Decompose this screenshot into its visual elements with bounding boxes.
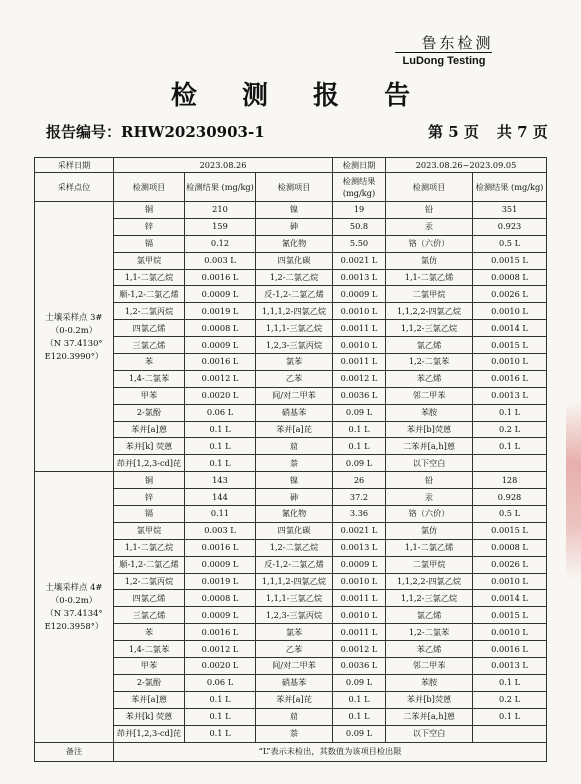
sampling-site-line: 土壤采样点 4#	[45, 581, 103, 592]
header-result-3: 检测结果 (mg/kg)	[473, 173, 547, 202]
sampling-site-line: 土壤采样点 3#	[45, 311, 103, 322]
result-cell: 159	[185, 218, 256, 235]
result-cell: 0.0008 L	[185, 590, 256, 607]
item-cell: 间/对二甲苯	[256, 387, 333, 404]
result-cell: 0.923	[473, 218, 547, 235]
item-cell: 1,1,2,2-四氯乙烷	[386, 573, 473, 590]
item-cell: 苯并[a]芘	[256, 421, 333, 438]
item-cell: 苯并[a]芘	[256, 691, 333, 708]
item-cell: 1,2-二氯苯	[386, 624, 473, 641]
result-cell: 0.0011 L	[333, 354, 386, 371]
header-item-3: 检测项目	[386, 173, 473, 202]
item-cell: 三氯乙烯	[114, 607, 185, 624]
header-item-1: 检测项目	[114, 173, 185, 202]
sampling-site-line: （N 37.4134°	[45, 607, 103, 618]
sampling-site-line: E120.3990°）	[44, 350, 104, 361]
header-item-2: 检测项目	[256, 173, 333, 202]
item-cell: 硝基苯	[256, 404, 333, 421]
item-cell: 邻二甲苯	[386, 387, 473, 404]
item-cell: 1,2-二氯乙烷	[256, 269, 333, 286]
result-cell: 0.0015 L	[473, 607, 547, 624]
item-cell: 锌	[114, 489, 185, 506]
result-cell: 0.0021 L	[333, 522, 386, 539]
page-total: 共 7 页	[496, 123, 548, 141]
result-cell: 0.1 L	[473, 404, 547, 421]
result-cell: 0.0013 L	[333, 539, 386, 556]
item-cell: 汞	[386, 218, 473, 235]
remark-label: 备注	[35, 742, 114, 761]
item-cell: 镉	[114, 506, 185, 523]
result-cell: 0.0009 L	[185, 337, 256, 354]
result-cell: 0.09 L	[333, 674, 386, 691]
item-cell: 1,1-二氯乙烷	[114, 269, 185, 286]
result-cell: 0.1 L	[185, 691, 256, 708]
result-cell: 0.1 L	[473, 708, 547, 725]
result-cell: 0.0012 L	[185, 641, 256, 658]
result-cell: 0.0036 L	[333, 387, 386, 404]
report-number	[46, 121, 265, 142]
item-cell: 苯并[a]蒽	[114, 691, 185, 708]
item-cell: 铜	[114, 472, 185, 489]
result-cell: 0.0009 L	[333, 286, 386, 303]
item-cell: 䓛	[256, 438, 333, 455]
item-cell: 汞	[386, 489, 473, 506]
item-cell: 镍	[256, 472, 333, 489]
result-cell: 0.0011 L	[333, 590, 386, 607]
item-cell: 1,1,2-三氯乙烷	[386, 320, 473, 337]
item-cell: 镍	[256, 202, 333, 219]
table-row	[35, 472, 547, 489]
brand-name-cn: 鲁东检测	[421, 34, 494, 52]
item-cell: 苯	[114, 354, 185, 371]
result-cell: 0.0016 L	[473, 370, 547, 387]
item-cell: 萘	[256, 725, 333, 742]
result-cell: 0.06 L	[185, 674, 256, 691]
result-cell: 0.0013 L	[473, 658, 547, 675]
item-cell: 苯乙烯	[386, 370, 473, 387]
item-cell: 乙苯	[256, 370, 333, 387]
result-cell: 0.0009 L	[185, 607, 256, 624]
item-cell: 顺-1,2-二氯乙烯	[114, 286, 185, 303]
testing-date-value: 2023.08.26~2023.09.05	[386, 158, 547, 173]
result-cell: 0.0011 L	[333, 320, 386, 337]
result-cell: 0.0016 L	[185, 269, 256, 286]
result-cell: 0.0036 L	[333, 658, 386, 675]
result-cell: 0.11	[185, 506, 256, 523]
header-result-2: 检测结果 (mg/kg)	[333, 173, 386, 202]
result-cell: 3.36	[333, 506, 386, 523]
result-cell: 0.0019 L	[185, 573, 256, 590]
brand-name-en: LuDong Testing	[402, 55, 486, 67]
result-cell: 0.0009 L	[185, 286, 256, 303]
sampling-site-line: （N 37.4130°	[45, 337, 103, 348]
item-cell: 1,2-二氯苯	[386, 354, 473, 371]
sampling-site-line: （0-0.2m）	[50, 594, 98, 605]
result-cell: 0.0015 L	[473, 337, 547, 354]
item-cell: 苯并[k] 荧蒽	[114, 438, 185, 455]
result-cell: 0.0010 L	[473, 624, 547, 641]
result-cell: 0.09 L	[333, 725, 386, 742]
item-cell: 1,2-二氯丙烷	[114, 573, 185, 590]
result-cell: 0.0010 L	[333, 573, 386, 590]
result-cell: 0.1 L	[333, 708, 386, 725]
result-cell: 0.1 L	[185, 455, 256, 472]
item-cell: 二苯并[a,h]蒽	[386, 438, 473, 455]
item-cell: 反-1,2-二氯乙烯	[256, 286, 333, 303]
table-row	[35, 202, 547, 219]
item-cell: 苯胺	[386, 674, 473, 691]
item-cell: 氯乙烯	[386, 607, 473, 624]
result-cell: 351	[473, 202, 547, 219]
result-cell: 0.0008 L	[473, 269, 547, 286]
item-cell: 氯乙烯	[386, 337, 473, 354]
result-cell: 26	[333, 472, 386, 489]
item-cell: 二氯甲烷	[386, 556, 473, 573]
result-cell: 0.928	[473, 489, 547, 506]
result-cell: 0.1 L	[333, 421, 386, 438]
document-title: 检 测 报 告	[170, 81, 429, 111]
result-cell	[473, 725, 547, 742]
item-cell: 氯仿	[386, 522, 473, 539]
result-cell: 0.1 L	[185, 708, 256, 725]
result-cell: 0.5 L	[473, 235, 547, 252]
result-cell: 144	[185, 489, 256, 506]
item-cell: 二氯甲烷	[386, 286, 473, 303]
item-cell: 反-1,2-二氯乙烯	[256, 556, 333, 573]
result-cell: 0.0016 L	[185, 624, 256, 641]
result-cell: 19	[333, 202, 386, 219]
item-cell: 砷	[256, 489, 333, 506]
item-cell: 四氯乙烯	[114, 590, 185, 607]
sampling-site-line: （0-0.2m）	[50, 324, 98, 335]
result-cell: 0.1 L	[185, 421, 256, 438]
result-cell: 0.0015 L	[473, 522, 547, 539]
item-cell: 铜	[114, 202, 185, 219]
result-cell	[473, 455, 547, 472]
item-cell: 铬（六价）	[386, 506, 473, 523]
item-cell: 1,4-二氯苯	[114, 641, 185, 658]
remark-text: “L”表示未检出，其数值为该项目检出限	[114, 742, 547, 761]
result-cell: 0.0020 L	[185, 387, 256, 404]
result-cell: 0.12	[185, 235, 256, 252]
result-cell: 0.5 L	[473, 506, 547, 523]
result-cell: 0.0019 L	[185, 303, 256, 320]
page-indicator	[428, 121, 548, 142]
result-cell: 0.0013 L	[473, 387, 547, 404]
result-cell: 0.0026 L	[473, 286, 547, 303]
report-number-label: 报告编号：	[46, 123, 122, 141]
result-cell: 0.0012 L	[185, 370, 256, 387]
item-cell: 氯苯	[256, 354, 333, 371]
item-cell: 1,1-二氯乙烯	[386, 539, 473, 556]
report-number-value: RHW20230903-1	[121, 123, 265, 141]
header-site: 采样点位	[35, 173, 114, 202]
sampling-site-line: E120.3958°）	[44, 620, 104, 631]
result-cell: 0.1 L	[473, 438, 547, 455]
result-cell: 0.09 L	[333, 455, 386, 472]
item-cell: 1,1,1-三氯乙烷	[256, 590, 333, 607]
result-cell: 50.8	[333, 218, 386, 235]
item-cell: 1,1-二氯乙烯	[386, 269, 473, 286]
item-cell: 砷	[256, 218, 333, 235]
result-cell: 128	[473, 472, 547, 489]
item-cell: 氯苯	[256, 624, 333, 641]
result-cell: 0.0010 L	[333, 303, 386, 320]
item-cell: 苯胺	[386, 404, 473, 421]
result-cell: 0.0010 L	[473, 303, 547, 320]
item-cell: 1,1-二氯乙烷	[114, 539, 185, 556]
result-cell: 0.0012 L	[333, 370, 386, 387]
result-cell: 0.0008 L	[185, 320, 256, 337]
item-cell: 1,2,3-三氯丙烷	[256, 337, 333, 354]
item-cell: 1,1,1,2-四氯乙烷	[256, 303, 333, 320]
sampling-date-label: 采样日期	[35, 158, 114, 173]
item-cell: 苯并[k] 荧蒽	[114, 708, 185, 725]
result-cell: 0.1 L	[333, 438, 386, 455]
result-cell: 0.0009 L	[185, 556, 256, 573]
date-row	[35, 158, 547, 173]
result-cell: 0.1 L	[185, 725, 256, 742]
item-cell: 顺-1,2-二氯乙烯	[114, 556, 185, 573]
item-cell: 甲苯	[114, 658, 185, 675]
item-cell: 1,4-二氯苯	[114, 370, 185, 387]
result-cell: 0.09 L	[333, 404, 386, 421]
result-cell: 0.0016 L	[185, 354, 256, 371]
item-cell: 甲苯	[114, 387, 185, 404]
result-cell: 5.50	[333, 235, 386, 252]
item-cell: 苯并[b]荧蒽	[386, 421, 473, 438]
sampling-site-cell	[35, 202, 114, 472]
result-cell: 0.2 L	[473, 691, 547, 708]
result-cell: 0.0010 L	[333, 337, 386, 354]
item-cell: 苯并[b]荧蒽	[386, 691, 473, 708]
item-cell: 铅	[386, 202, 473, 219]
item-cell: 四氯乙烯	[114, 320, 185, 337]
result-cell: 0.0014 L	[473, 320, 547, 337]
result-cell: 0.0008 L	[473, 539, 547, 556]
item-cell: 1,1,2-三氯乙烷	[386, 590, 473, 607]
result-cell: 0.1 L	[473, 674, 547, 691]
item-cell: 2-氯酚	[114, 674, 185, 691]
item-cell: 1,2-二氯乙烷	[256, 539, 333, 556]
item-cell: 萘	[256, 455, 333, 472]
item-cell: 茚并[1,2,3-cd]芘	[114, 455, 185, 472]
result-cell: 0.0010 L	[473, 573, 547, 590]
item-cell: 氯甲烷	[114, 252, 185, 269]
item-cell: 苯乙烯	[386, 641, 473, 658]
item-cell: 苯	[114, 624, 185, 641]
result-cell: 0.0014 L	[473, 590, 547, 607]
header-result-1: 检测结果 (mg/kg)	[185, 173, 256, 202]
item-cell: 邻二甲苯	[386, 658, 473, 675]
remark-row	[35, 742, 547, 761]
result-cell: 37.2	[333, 489, 386, 506]
result-cell: 0.0021 L	[333, 252, 386, 269]
item-cell: 䓛	[256, 708, 333, 725]
result-cell: 0.003 L	[185, 522, 256, 539]
result-cell: 0.06 L	[185, 404, 256, 421]
item-cell: 茚并[1,2,3-cd]芘	[114, 725, 185, 742]
item-cell: 间/对二甲苯	[256, 658, 333, 675]
result-cell: 0.0015 L	[473, 252, 547, 269]
brand-divider	[395, 52, 492, 53]
result-cell: 143	[185, 472, 256, 489]
item-cell: 锌	[114, 218, 185, 235]
result-cell: 0.0016 L	[473, 641, 547, 658]
result-cell: 0.003 L	[185, 252, 256, 269]
item-cell: 乙苯	[256, 641, 333, 658]
item-cell: 氰化物	[256, 506, 333, 523]
item-cell: 硝基苯	[256, 674, 333, 691]
item-cell: 1,2-二氯丙烷	[114, 303, 185, 320]
item-cell: 氯仿	[386, 252, 473, 269]
result-cell: 0.0016 L	[185, 539, 256, 556]
sampling-site-cell	[35, 472, 114, 742]
item-cell: 1,1,1,2-四氯乙烷	[256, 573, 333, 590]
item-cell: 苯并[a]蒽	[114, 421, 185, 438]
item-cell: 二苯并[a,h]蒽	[386, 708, 473, 725]
item-cell: 1,1,2,2-四氯乙烷	[386, 303, 473, 320]
item-cell: 四氯化碳	[256, 252, 333, 269]
result-cell: 0.2 L	[473, 421, 547, 438]
result-cell: 0.0011 L	[333, 624, 386, 641]
testing-date-label: 检测日期	[333, 158, 386, 173]
result-cell: 0.0010 L	[473, 354, 547, 371]
result-cell: 0.0010 L	[333, 607, 386, 624]
item-cell: 以下空白	[386, 725, 473, 742]
seal-stamp-fragment	[566, 400, 581, 580]
result-cell: 0.0020 L	[185, 658, 256, 675]
result-cell: 0.1 L	[333, 691, 386, 708]
result-cell: 0.1 L	[185, 438, 256, 455]
item-cell: 铬（六价）	[386, 235, 473, 252]
item-cell: 1,1,1-三氯乙烷	[256, 320, 333, 337]
item-cell: 氯甲烷	[114, 522, 185, 539]
item-cell: 铅	[386, 472, 473, 489]
item-cell: 四氯化碳	[256, 522, 333, 539]
item-cell: 2-氯酚	[114, 404, 185, 421]
result-cell: 210	[185, 202, 256, 219]
results-table	[34, 157, 547, 762]
page-current: 第 5 页	[428, 123, 479, 141]
item-cell: 氰化物	[256, 235, 333, 252]
sampling-date-value: 2023.08.26	[114, 158, 333, 173]
header-row	[35, 173, 547, 202]
item-cell: 1,2,3-三氯丙烷	[256, 607, 333, 624]
result-cell: 0.0013 L	[333, 269, 386, 286]
result-cell: 0.0012 L	[333, 641, 386, 658]
item-cell: 镉	[114, 235, 185, 252]
result-cell: 0.0026 L	[473, 556, 547, 573]
result-cell: 0.0009 L	[333, 556, 386, 573]
item-cell: 三氯乙烯	[114, 337, 185, 354]
item-cell: 以下空白	[386, 455, 473, 472]
